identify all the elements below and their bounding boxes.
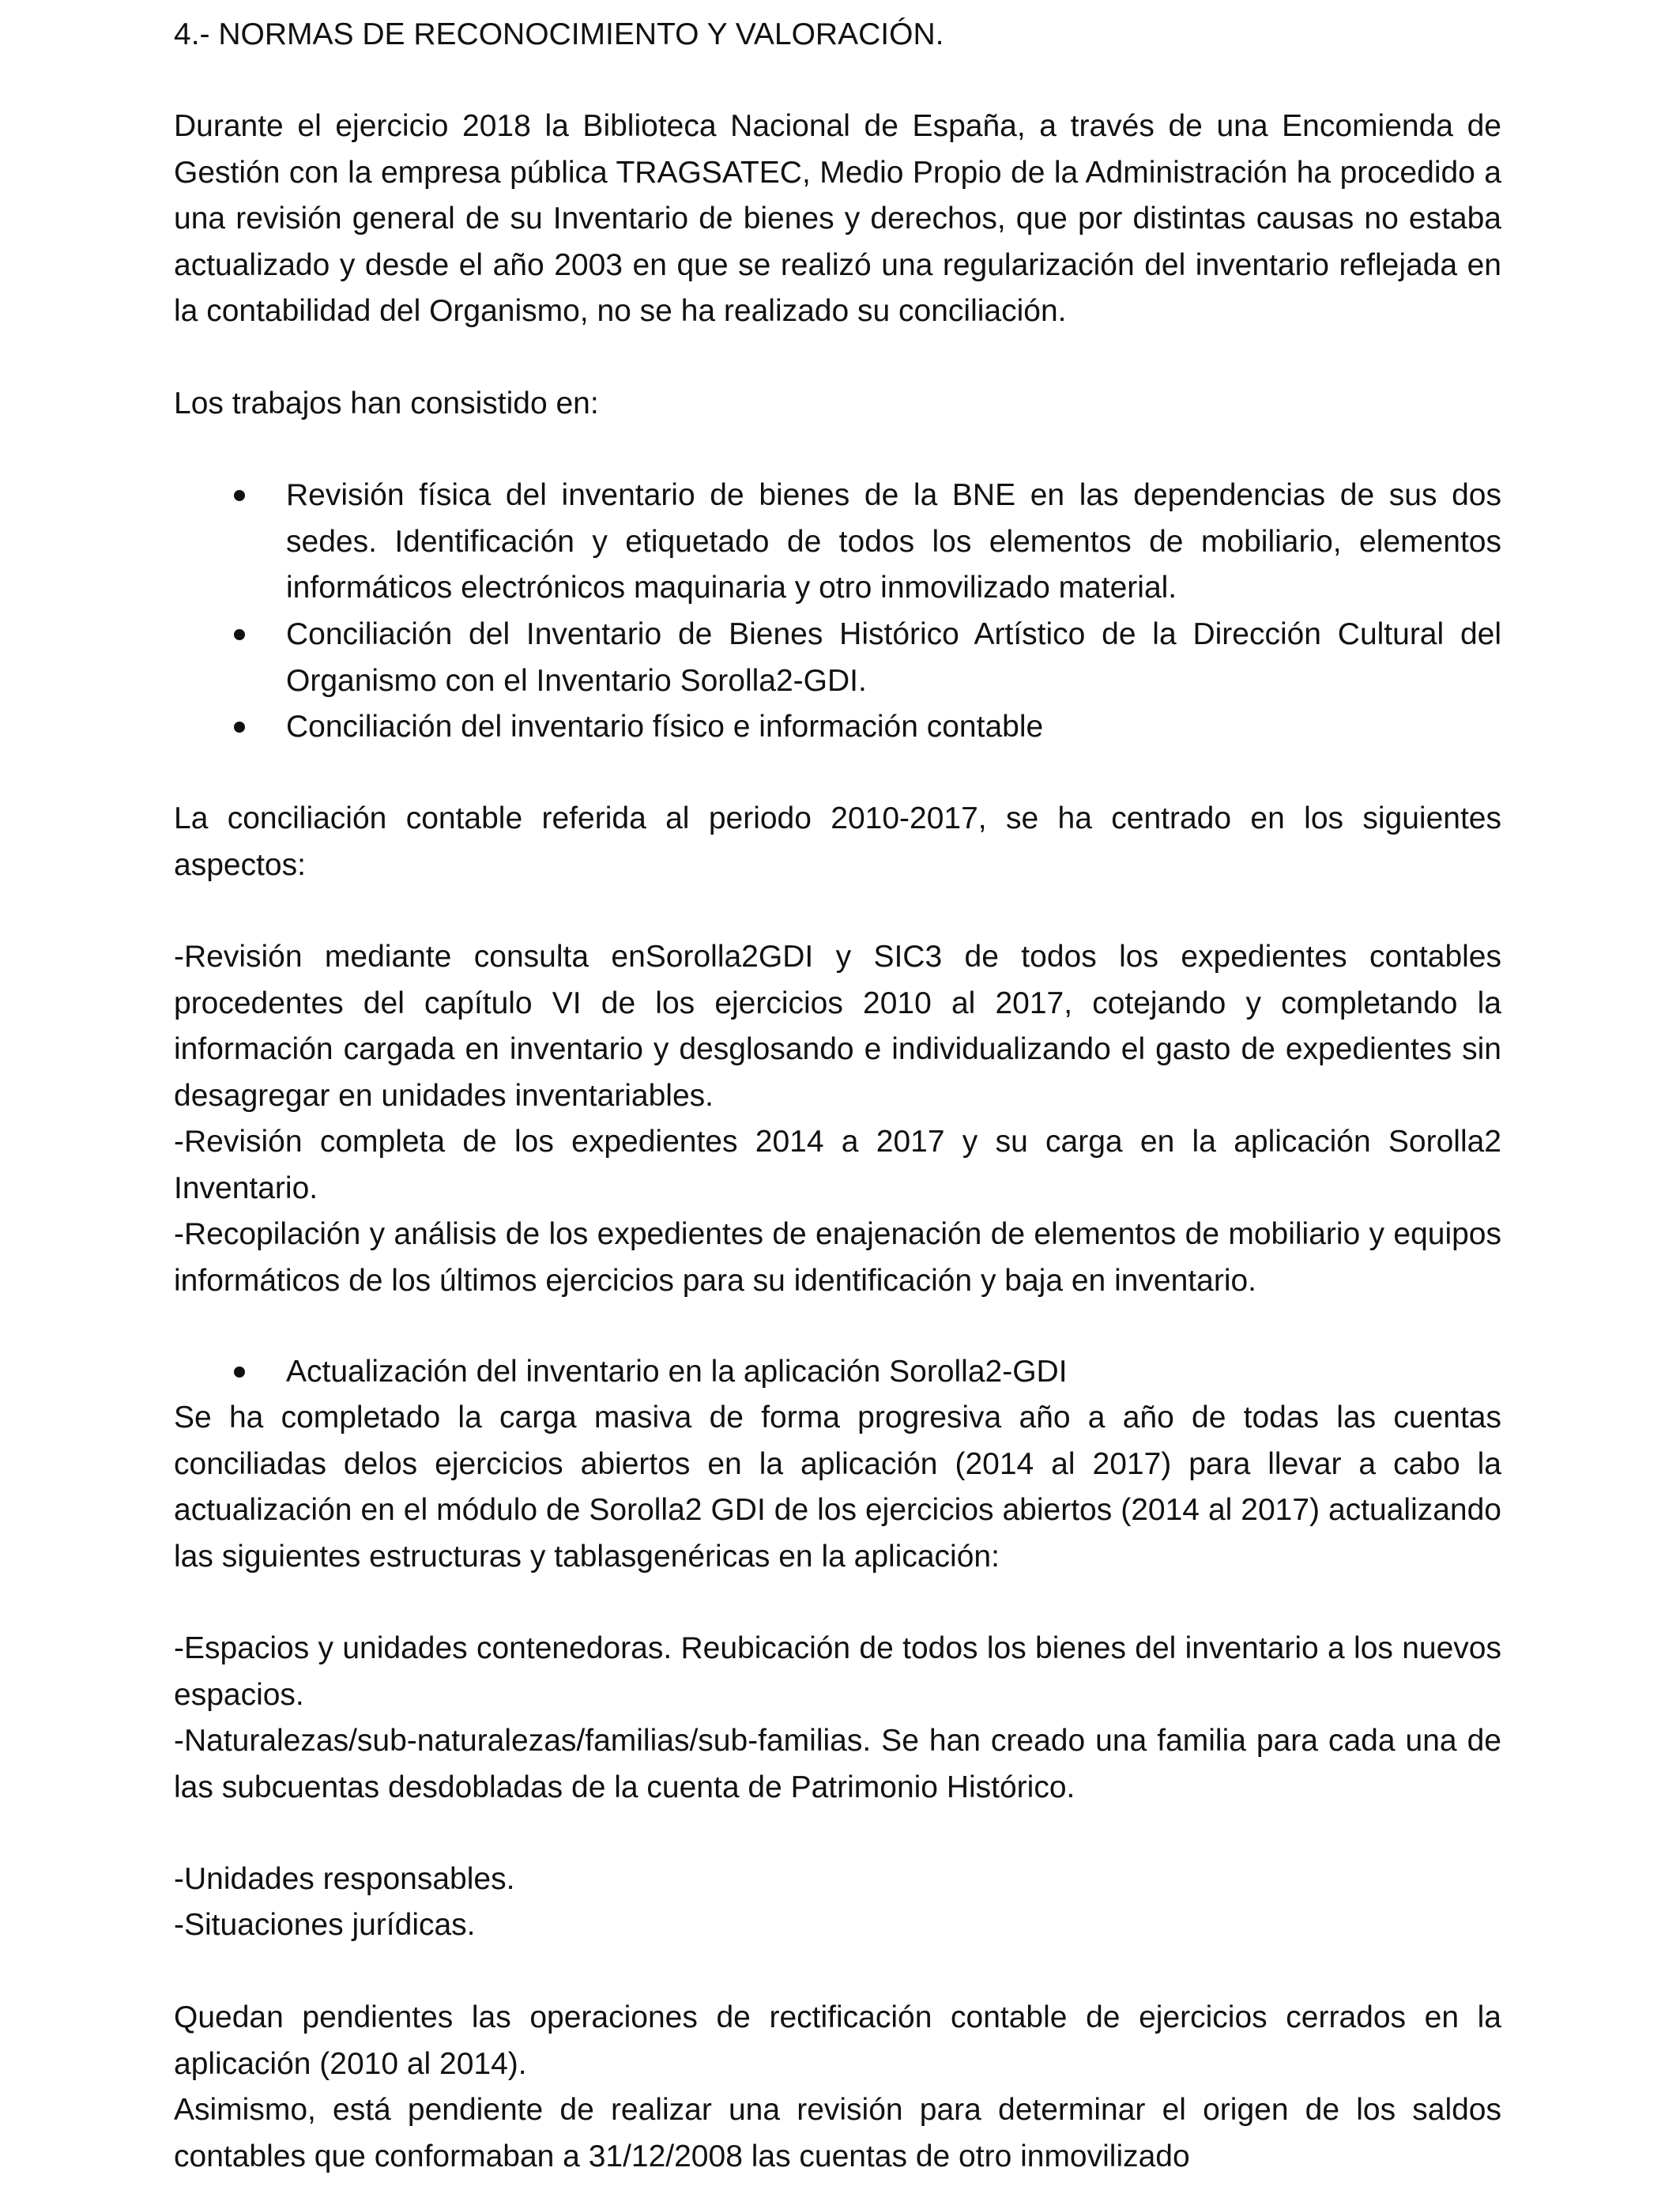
- bullet-item-inventory-update: Actualización del inventario en la aplicación Sorolla2-GDI: [286, 1355, 1068, 1389]
- bullet-item-physical-review: Revisión física del inventario de bienes de la BNE en las dependencias de sus dos sedes. Identificación y etiquetado de todos los elementos de mobiliario, elementos informáticos electrónicos maquinaria y otro inmovilizado material.: [286, 478, 1501, 605]
- bullet-icon: [234, 629, 245, 640]
- paragraph-spaces: -Espacios y unidades contenedoras. Reubicación de todos los bienes del inventario a los nuevos espacios.: [174, 1631, 1501, 1712]
- bullet-item-accounting-reconciliation: Conciliación del inventario físico e información contable: [286, 710, 1044, 744]
- bullet-item-historic-inventory: Conciliación del Inventario de Bienes Histórico Artístico de la Dirección Cultural del Organismo con el Inventario Sorolla2-GDI.: [286, 617, 1501, 698]
- bullet-icon: [234, 490, 245, 501]
- paragraph-pending-review: Asimismo, está pendiente de realizar una revisión para determinar el origen de los saldos contables que conformaban a 31/12/2008 las cuentas de otro inmovilizado: [174, 2093, 1501, 2173]
- paragraph-reconciliation-scope: La conciliación contable referida al periodo 2010-2017, se ha centrado en los siguientes aspectos:: [174, 801, 1501, 882]
- paragraph-families: -Naturalezas/sub-naturalezas/familias/sub-familias. Se han creado una familia para cada una de las subcuentas desdobladas de la cuenta de Patrimonio Histórico.: [174, 1724, 1501, 1804]
- paragraph-disposal-analysis: -Recopilación y análisis de los expedientes de enajenación de elementos de mobiliario y equipos informáticos de los últimos ejercicios para su identificación y baja en inventario.: [174, 1217, 1501, 1298]
- paragraph-responsible-units: -Unidades responsables.: [174, 1862, 515, 1896]
- section-heading: 4.- NORMAS DE RECONOCIMIENTO Y VALORACIÓN.: [174, 17, 944, 51]
- paragraph-intro: Durante el ejercicio 2018 la Biblioteca Nacional de España, a través de una Encomienda de Gestión con la empresa pública TRAGSATEC, Medio Propio de la Administración ha procedido a una revisión general de su Inventario de bienes y derechos, que por distintas causas no estaba actualizado y desde el año 2003 en que se realizó una regularización del inventario reflejada en la contabilidad del Organismo, no se ha realizado su conciliación.: [174, 109, 1501, 328]
- paragraph-complete-review: -Revisión completa de los expedientes 2014 a 2017 y su carga en la aplicación Sorolla2 Inventario.: [174, 1125, 1501, 1205]
- paragraph-legal-situations: -Situaciones jurídicas.: [174, 1908, 476, 1942]
- bullet-icon: [234, 1367, 245, 1378]
- paragraph-bulk-load: Se ha completado la carga masiva de forma progresiva año a año de todas las cuentas conciliadas delos ejercicios abiertos en la aplicación (2014 al 2017) para llevar a cabo la actualización en el módulo de Sorolla2 GDI de los ejercicios abiertos (2014 al 2017) actualizando las siguientes estructuras y tablasgenéricas en la aplicación:: [174, 1400, 1501, 1574]
- paragraph-work-intro: Los trabajos han consistido en:: [174, 386, 599, 420]
- paragraph-review-files: -Revisión mediante consulta enSorolla2GDI y SIC3 de todos los expedientes contables procedentes del capítulo VI de los ejercicios 2010 al 2017, cotejando y completando la información cargada en inventario y desglosando e individualizando el gasto de expedientes sin desagregar en unidades inventariables.: [174, 940, 1501, 1113]
- bullet-icon: [234, 722, 245, 733]
- paragraph-pending-operations: Quedan pendientes las operaciones de rectificación contable de ejercicios cerrados en la aplicación (2010 al 2014).: [174, 2000, 1501, 2081]
